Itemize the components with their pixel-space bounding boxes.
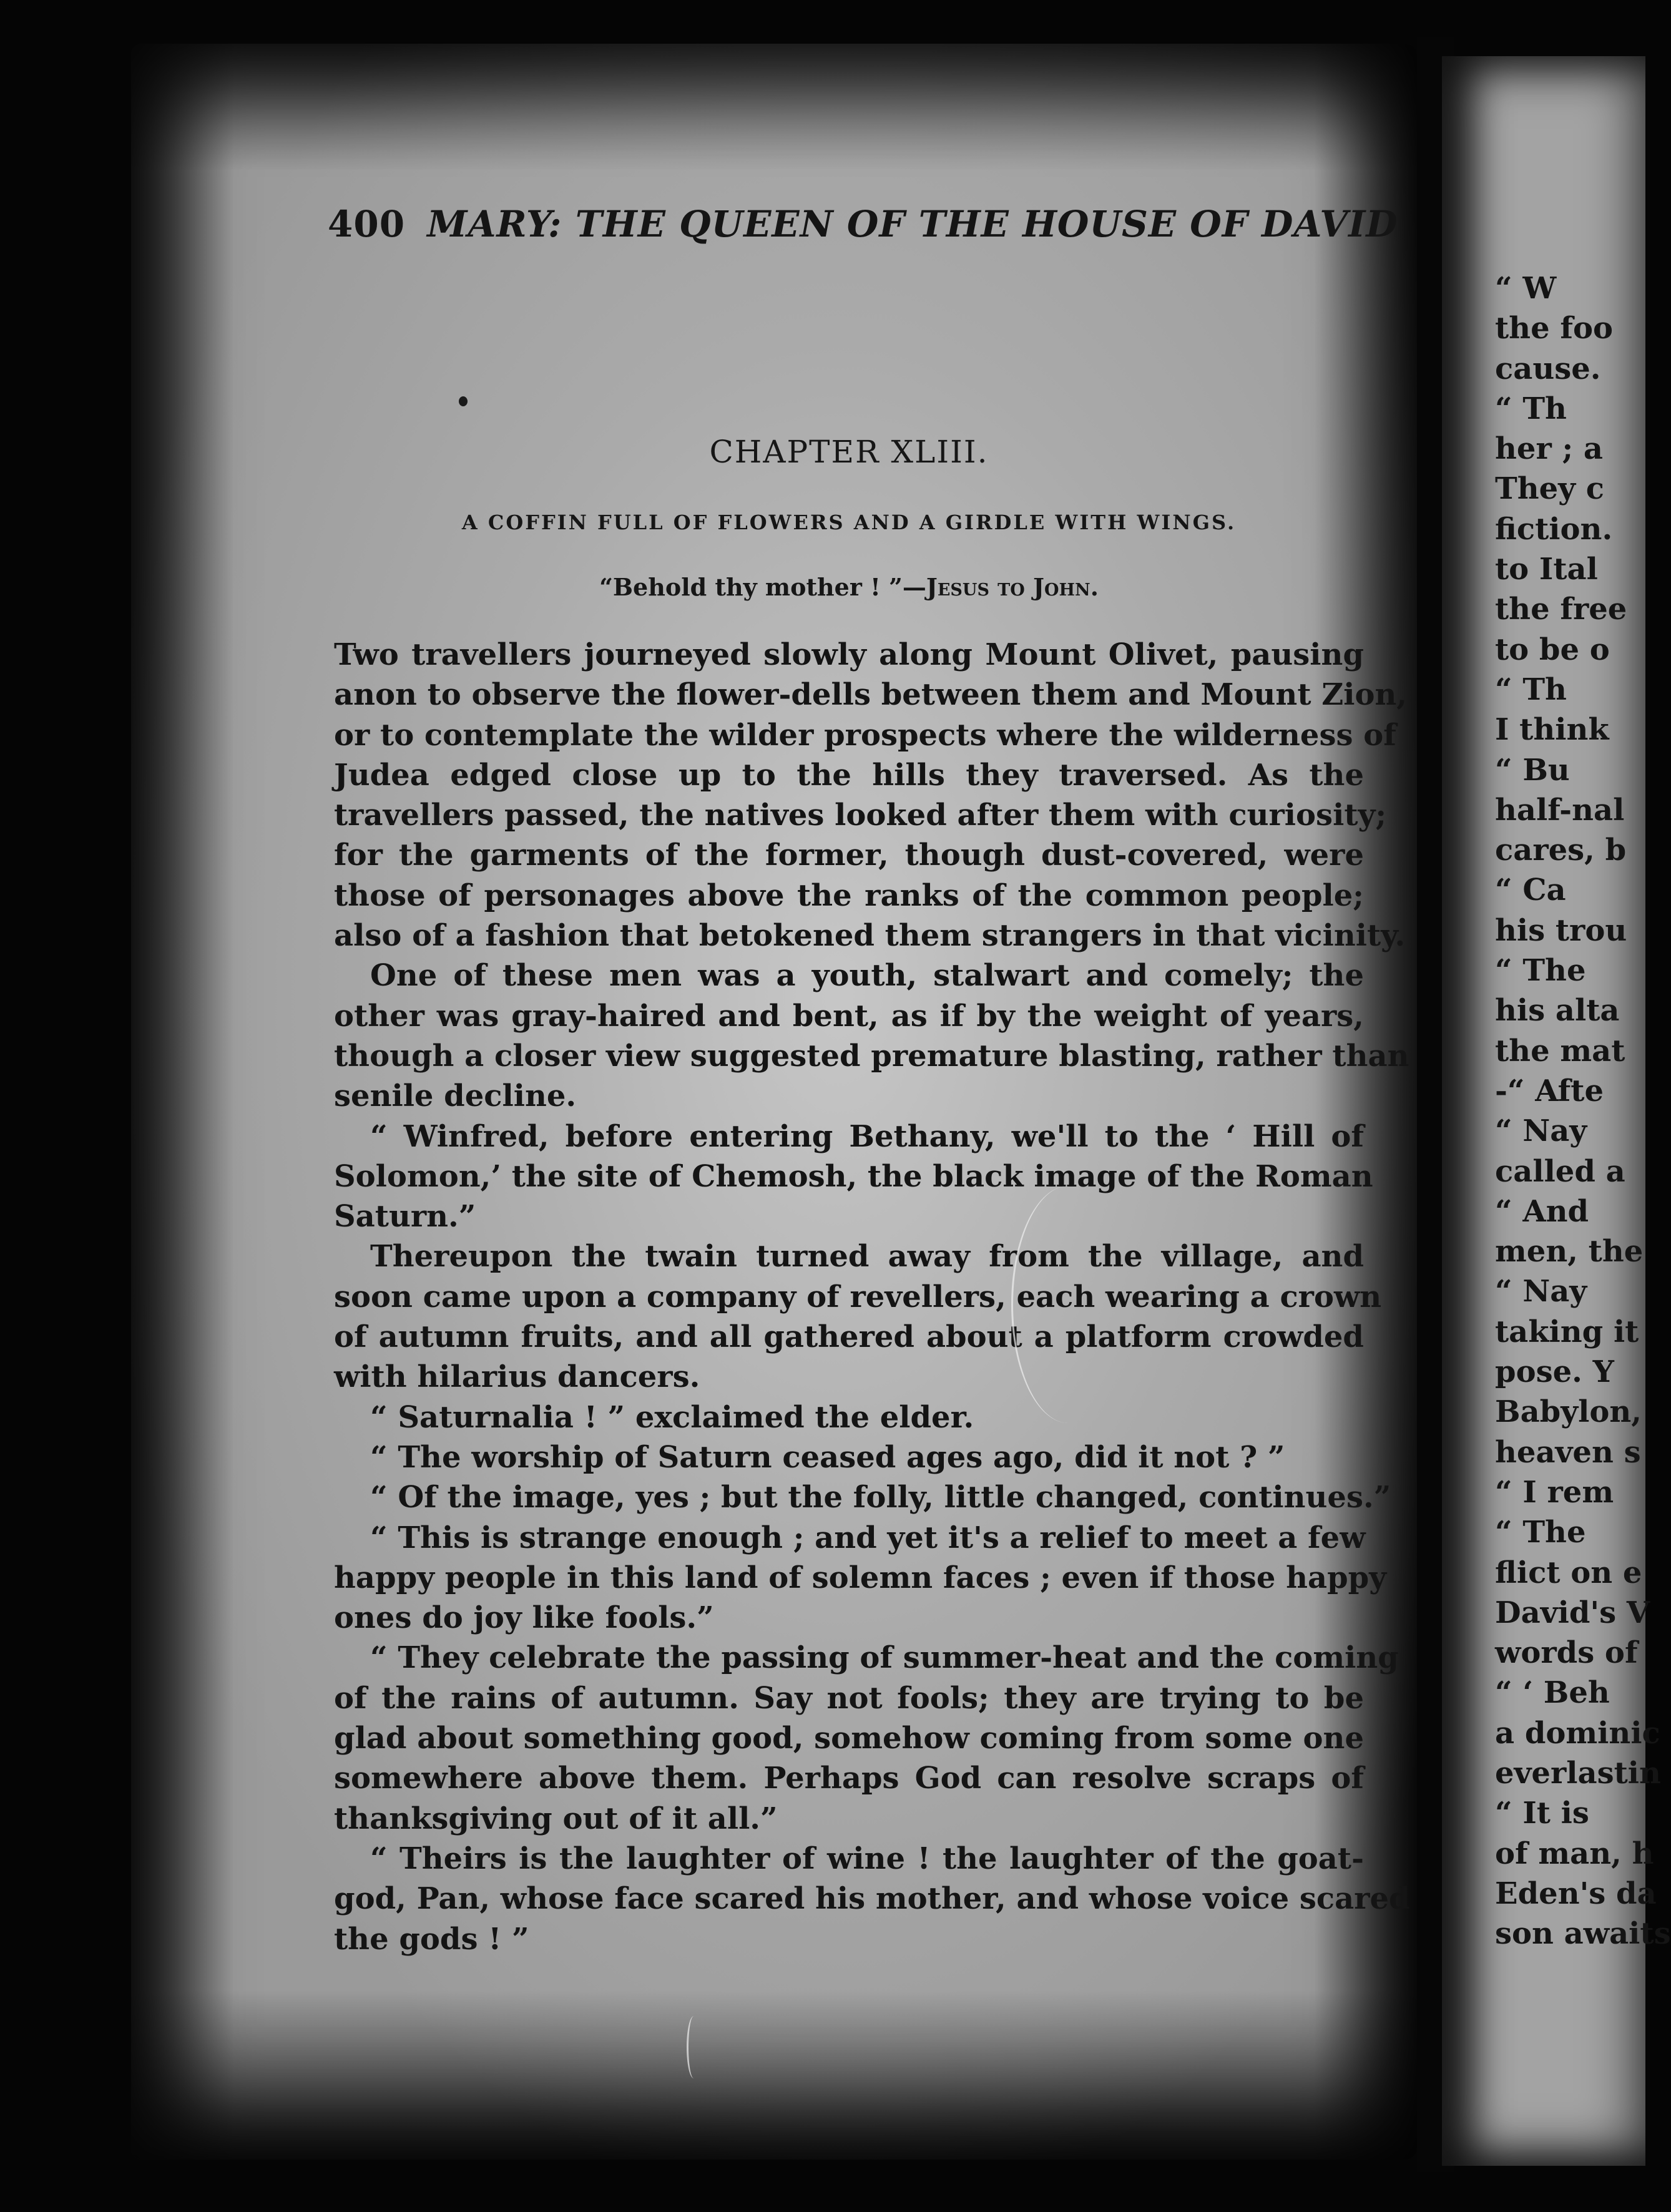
body-line: One of these men was a youth, stalwart and comely; the — [370, 958, 1364, 994]
right-page-line: “ The — [1495, 953, 1586, 989]
chapter-subtitle: A COFFIN FULL OF FLOWERS AND A GIRDLE WITH WINGS. — [461, 511, 1237, 534]
right-page-line: men, the — [1495, 1234, 1644, 1270]
running-title: MARY: THE QUEEN OF THE HOUSE OF DAVID — [427, 203, 1398, 245]
right-page-line: her ; a — [1495, 431, 1603, 467]
right-page-line: I think — [1495, 712, 1609, 748]
right-page-line: “ W — [1495, 271, 1557, 306]
running-head — [328, 203, 1398, 245]
body-line: of the rains of autumn. Say not fools; they are trying to be — [334, 1680, 1364, 1716]
film-scratch — [687, 2016, 701, 2078]
body-line: happy people in this land of solemn faces ; even if those happy — [334, 1560, 1387, 1595]
film-scratch — [1011, 1186, 1125, 1423]
right-page-line: “ Nay — [1495, 1113, 1587, 1149]
body-line: “ Winfred, before entering Bethany, we'll to the ‘ Hill of — [370, 1118, 1364, 1154]
epigraph — [337, 573, 1361, 601]
right-page-line: half-nal — [1495, 792, 1625, 828]
right-page-text — [1495, 268, 1671, 1954]
right-page-line: taking it — [1495, 1314, 1639, 1349]
body-line: travellers passed, the natives looked after them with curiosity; — [334, 798, 1387, 833]
body-text — [334, 635, 1410, 1959]
right-page-line: his trou — [1495, 913, 1627, 948]
body-line: “ They celebrate the passing of summer-heat and the coming — [370, 1640, 1399, 1676]
right-page-line: They c — [1495, 471, 1604, 507]
right-page-line: to be o — [1495, 632, 1610, 667]
right-page-line: called a — [1495, 1153, 1625, 1189]
body-line: anon to observe the flower-dells between them and Mount Zion, — [334, 677, 1408, 713]
right-page-line: Babylon, — [1495, 1394, 1642, 1430]
right-page-line: “ ‘ Beh — [1495, 1675, 1610, 1711]
body-line: ones do joy like fools.” — [334, 1600, 714, 1636]
body-line: “ Theirs is the laughter of wine ! the laughter of the goat- — [370, 1841, 1364, 1876]
right-page-line: cause. — [1495, 351, 1601, 386]
right-page-line: of man, h — [1495, 1836, 1654, 1871]
right-page-line: “ I rem — [1495, 1474, 1614, 1510]
right-page-line: the free — [1495, 592, 1627, 627]
body-line: also of a fashion that betokened them strangers in that vicinity. — [334, 918, 1406, 954]
right-page-line: fiction. — [1495, 511, 1613, 547]
right-page-line: David's V — [1495, 1595, 1650, 1630]
body-line: “ Saturnalia ! ” exclaimed the elder. — [370, 1399, 974, 1435]
right-page-line: the foo — [1495, 311, 1613, 346]
right-page-line: “ Th — [1495, 391, 1567, 426]
body-line: Two travellers journeyed slowly along Mount Olivet, pausing — [334, 637, 1364, 672]
right-page-line: heaven s — [1495, 1434, 1641, 1470]
body-line: the gods ! ” — [334, 1921, 529, 1957]
body-line: with hilarius dancers. — [334, 1359, 700, 1395]
right-page-line: words of — [1495, 1635, 1638, 1671]
body-line: other was gray-haired and bent, as if by the weight of years, — [334, 998, 1364, 1034]
right-page-line: pose. Y — [1495, 1354, 1614, 1390]
right-page-line: a dominic — [1495, 1715, 1660, 1751]
body-line: Solomon,’ the site of Chemosh, the black image of the Roman — [334, 1158, 1373, 1194]
right-page-line: “ It is — [1495, 1796, 1589, 1831]
body-line: soon came upon a company of revellers, each wearing a crown — [334, 1279, 1382, 1314]
body-line: “ Of the image, yes ; but the folly, little changed, continues.” — [370, 1480, 1391, 1515]
body-line: though a closer view suggested premature blasting, rather than — [334, 1038, 1409, 1074]
body-line: for the garments of the former, though dust-covered, were — [334, 838, 1364, 873]
body-line: glad about something good, somehow coming from some one — [334, 1721, 1364, 1756]
right-page-line: everlastin — [1495, 1755, 1661, 1791]
body-line: senile decline. — [334, 1079, 577, 1114]
right-page-line: “ Bu — [1495, 752, 1570, 788]
body-line: those of personages above the ranks of the common people; — [334, 878, 1364, 913]
body-line: of autumn fruits, and all gathered about a platform crowded — [334, 1319, 1364, 1355]
right-page-line: “ Nay — [1495, 1274, 1587, 1309]
epigraph-quote: “Behold thy mother ! ”— — [599, 573, 926, 601]
right-page-line: the mat — [1495, 1033, 1625, 1069]
page-number: 400 — [328, 203, 406, 245]
right-page-line: -“ Afte — [1495, 1073, 1604, 1108]
body-line: Thereupon the twain turned away from the village, and — [370, 1239, 1364, 1275]
body-line: “ The worship of Saturn ceased ages ago, did it not ? ” — [370, 1439, 1285, 1475]
right-page-line: cares, b — [1495, 833, 1627, 868]
body-line: somewhere above them. Perhaps God can resolve scraps of — [334, 1761, 1364, 1796]
body-line: “ This is strange enough ; and yet it's a relief to meet a few — [370, 1520, 1366, 1555]
body-line: Judea edged close up to the hills they traversed. As the — [334, 757, 1364, 793]
body-line: Saturn.” — [334, 1199, 476, 1235]
right-page-line: Eden's da — [1495, 1876, 1657, 1911]
right-page-line: his alta — [1495, 993, 1620, 1029]
body-line: or to contemplate the wilder prospects where the wilderness of — [334, 717, 1396, 753]
chapter-title: CHAPTER XLIII. — [709, 434, 989, 470]
body-line: god, Pan, whose face scared his mother, and whose voice scared — [334, 1881, 1410, 1917]
ink-spot — [459, 396, 468, 406]
right-page-line: son awaits — [1495, 1916, 1671, 1952]
body-line: thanksgiving out of it all.” — [334, 1801, 778, 1836]
epigraph-attribution: Jesus to John. — [926, 573, 1099, 601]
right-page-line: “ Ca — [1495, 873, 1566, 908]
right-page-line: “ The — [1495, 1515, 1586, 1550]
right-page-line: “ And — [1495, 1193, 1589, 1229]
right-page-line: to Ital — [1495, 552, 1598, 587]
right-page-line: “ Th — [1495, 672, 1567, 707]
right-page-line: flict on e — [1495, 1555, 1642, 1590]
